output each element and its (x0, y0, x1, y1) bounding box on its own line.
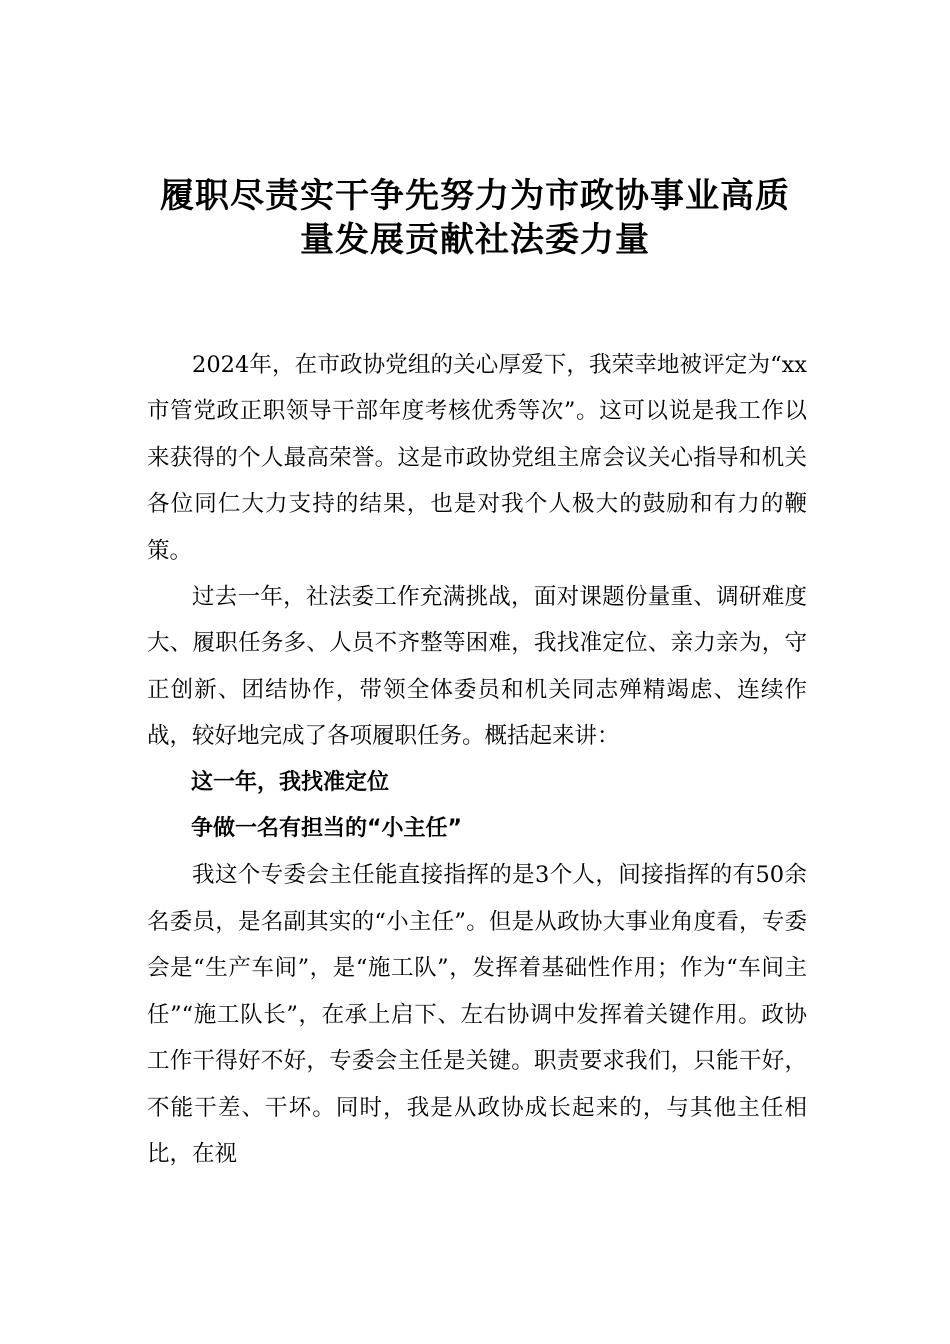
document-body (147, 342, 807, 1177)
document-title-line-1: 履职尽责实干争先努力为市政协事业高质 (160, 176, 790, 216)
section-heading-2: 争做一名有担当的“小主任” (191, 816, 462, 842)
body-paragraph-2: 过去一年，社法委工作充满挑战，面对课题份量重、调研难度大、履职任务多、人员不齐整等困难，我找准定位、亲力亲为，守正创新、团结协作，带领全体委员和机关同志殚精竭虑、连续作战，较好地完成了各项履职任务。概括起来讲： (147, 584, 807, 750)
document-title-line-2: 量发展贡献社法委力量 (300, 220, 650, 260)
body-paragraph-3: 我这个专委会主任能直接指挥的是3个人，间接指挥的有50余名委员，是名副其实的“小主任”。但是从政协大事业角度看，专委会是“生产车间”，是“施工队”，发挥着基础性作用；作为“车间主任”“施工队长”，在承上启下、左右协调中发挥着关键作用。政协工作干得好不好，专委会主任是关键。职责要求我们，只能干好，不能干差、干坏。同时，我是从政协成长起来的，与其他主任相比，在视 (147, 862, 807, 1167)
section-heading-1: 这一年，我找准定位 (191, 769, 390, 795)
body-paragraph-1: 2024年，在市政协党组的关心厚爱下，我荣幸地被评定为“xx市管党政正职领导干部年度考核优秀等次”。这可以说是我工作以来获得的个人最高荣誉。这是市政协党组主席会议关心指导和机关各位同仁大力支持的结果，也是对我个人极大的鼓励和有力的鞭策。 (147, 352, 807, 564)
